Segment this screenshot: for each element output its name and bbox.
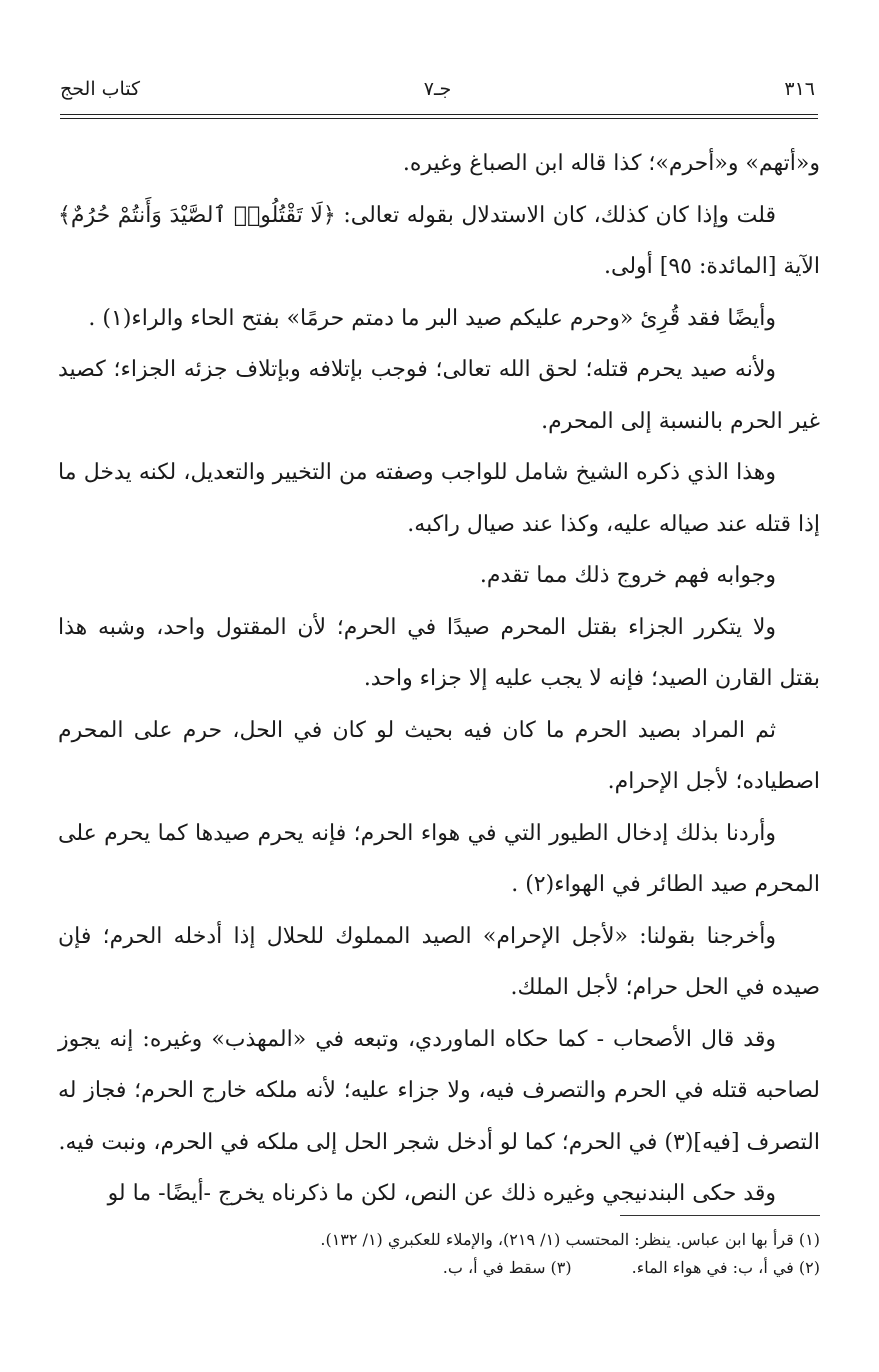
paragraph-11: وقد قال الأصحاب - كما حكاه الماوردي، وتبعه في «المهذب» وغيره: إنه يجوز لصاحبه قتله في الحرم والتصرف فيه، ولا جزاء عليه؛ لأنه ملكه خارج الحرم؛ فجاز له التصرف [فيه](٣) في الحرم؛ كما لو أدخل شجر الحل إلى ملكه في الحرم، ونبت فيه.	[58, 1026, 820, 1155]
page-number: ٣١٦	[784, 78, 815, 100]
paragraph-10: وأخرجنا بقولنا: «لأجل الإحرام» الصيد المملوك للحلال إذا أدخله الحرم؛ فإن صيده في الحل حرام؛ لأجل الملك.	[58, 923, 820, 1000]
paragraph-6: وجوابه فهم خروج ذلك مما تقدم.	[479, 563, 776, 588]
footnote-1: (١) قرأ بها ابن عباس. ينظر: المحتسب (١/ ٢١٩)، والإملاء للعكبري (١/ ١٣٢).	[320, 1230, 820, 1249]
footnote-row-2	[60, 1254, 820, 1282]
main-text	[58, 138, 820, 1220]
paragraph-8: ثم المراد بصيد الحرم ما كان فيه بحيث لو كان في الحل، حرم على المحرم اصطياده؛ لأجل الإحرام.	[58, 717, 820, 794]
volume-label: جـ٧	[423, 78, 452, 100]
footnote-2: (٢) في أ، ب: في هواء الماء.	[631, 1258, 820, 1277]
header-rule-thick	[60, 114, 818, 115]
paragraph-3: وأيضًا فقد قُرِئ «وحرم عليكم صيد البر ما دمتم حرمًا» بفتح الحاء والراء(١) .	[88, 305, 776, 331]
paragraph-1: و«أتهم» و«أحرم»؛ كذا قاله ابن الصباغ وغيره.	[402, 151, 820, 176]
footnotes	[60, 1226, 820, 1282]
paragraph-12: وقد حكى البندنيجي وغيره ذلك عن النص، لكن ما ذكرناه يخرج -أيضًا- ما لو	[107, 1181, 776, 1206]
footnote-separator	[620, 1215, 820, 1216]
paragraph-9: وأردنا بذلك إدخال الطيور التي في هواء الحرم؛ فإنه يحرم صيدها كما يحرم على المحرم صيد الطائر في الهواء(٢) .	[58, 820, 820, 897]
book-title: كتاب الحج	[60, 78, 141, 100]
header-rule-thin	[60, 118, 818, 119]
paragraph-4: ولأنه صيد يحرم قتله؛ لحق الله تعالى؛ فوجب بإتلافه وبإتلاف جزئه الجزاء؛ كصيد غير الحرم بالنسبة إلى المحرم.	[58, 357, 820, 434]
footnote-3: (٣) سقط في أ، ب.	[442, 1258, 572, 1277]
paragraph-5: وهذا الذي ذكره الشيخ شامل للواجب وصفته من التخيير والتعديل، لكنه يدخل ما إذا قتله عند صياله عليه، وكذا عند صيال راكبه.	[58, 460, 820, 537]
page-header	[60, 72, 815, 108]
paragraph-2: قلت وإذا كان كذلك، كان الاستدلال بقوله تعالى: ﴿لَا تَقْتُلُوا۟ ٱلصَّيْدَ وَأَنتُمْ حُرُمٌ﴾ الآية [المائدة: ٩٥] أولى.	[58, 202, 820, 279]
paragraph-7: ولا يتكرر الجزاء بقتل المحرم صيدًا في الحرم؛ لأن المقتول واحد، وشبه هذا بقتل القارن الصيد؛ فإنه لا يجب عليه إلا جزاء واحد.	[58, 614, 820, 691]
